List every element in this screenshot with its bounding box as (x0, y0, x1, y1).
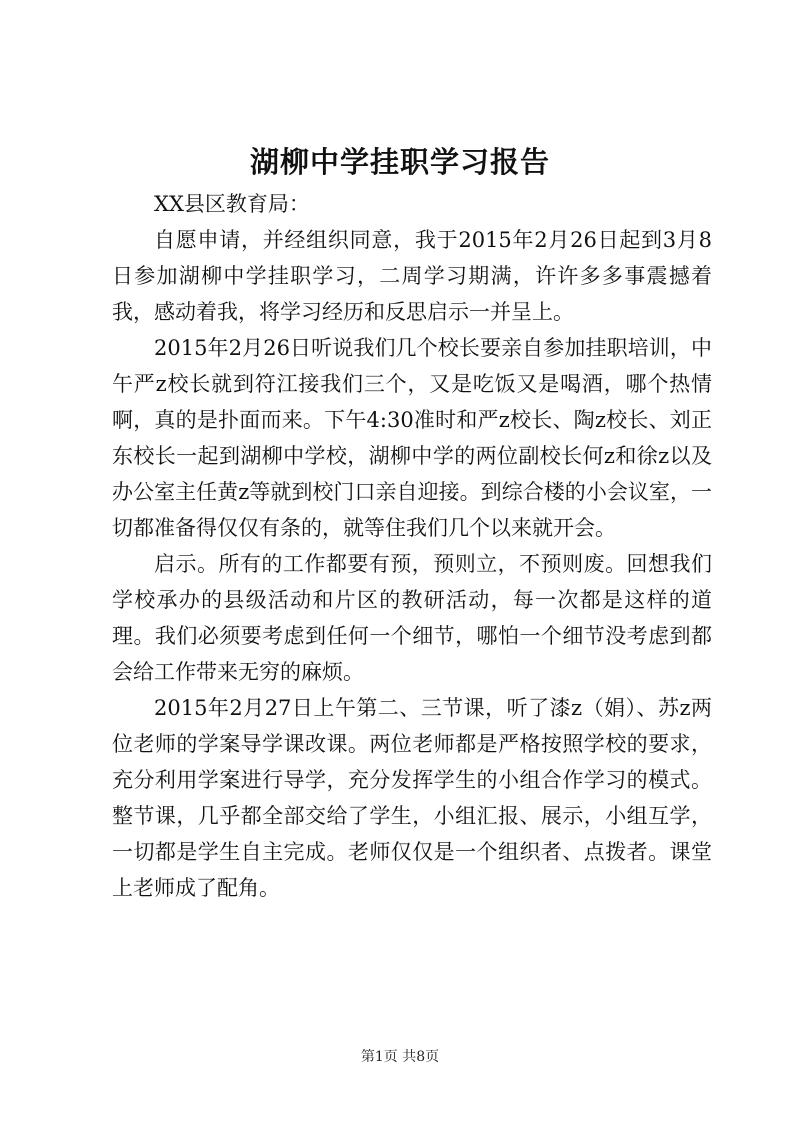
salutation: XX县区教育局： (154, 192, 310, 216)
page-footer: 第1页 共8页 (360, 1049, 440, 1065)
paragraph-2: 2015年2月26日听说我们几个校长要亲自参加挂职培训，中午严z校长就到符江接我们三个，又是吃饭又是喝酒，哪个热情啊，真的是扑面而来。下午4:30准时和严z校长、陶z校长、刘正东校长一起到湖柳中学校，湖柳中学的两位副校长何z和徐z以及办公室主任黄z等就到校门口亲自迎接。到综合楼的小会议室，一切都准备得仅仅有条的，就等住我们几个以来就开会。 (112, 336, 712, 540)
document-body (112, 186, 712, 906)
document-title: 湖柳中学挂职学习报告 (249, 145, 550, 179)
paragraph-3: 启示。所有的工作都要有预，预则立，不预则废。回想我们学校承办的县级活动和片区的教研活动，每一次都是这样的道理。我们必须要考虑到任何一个细节，哪怕一个细节没考虑到都会给工作带来无穷的麻烦。 (112, 552, 712, 684)
paragraph-1: 自愿申请，并经组织同意，我于2015年2月26日起到3月8日参加湖柳中学挂职学习，二周学习期满，许许多多事震撼着我，感动着我，将学习经历和反思启示一并呈上。 (112, 228, 712, 324)
paragraph-4: 2015年2月27日上午第二、三节课，听了漆z（娟）、苏z两位老师的学案导学课改课。两位老师都是严格按照学校的要求，充分利用学案进行导学，充分发挥学生的小组合作学习的模式。整节课，几乎都全部交给了学生，小组汇报、展示，小组互学，一切都是学生自主完成。老师仅仅是一个组织者、点拨者。课堂上老师成了配角。 (112, 696, 712, 900)
